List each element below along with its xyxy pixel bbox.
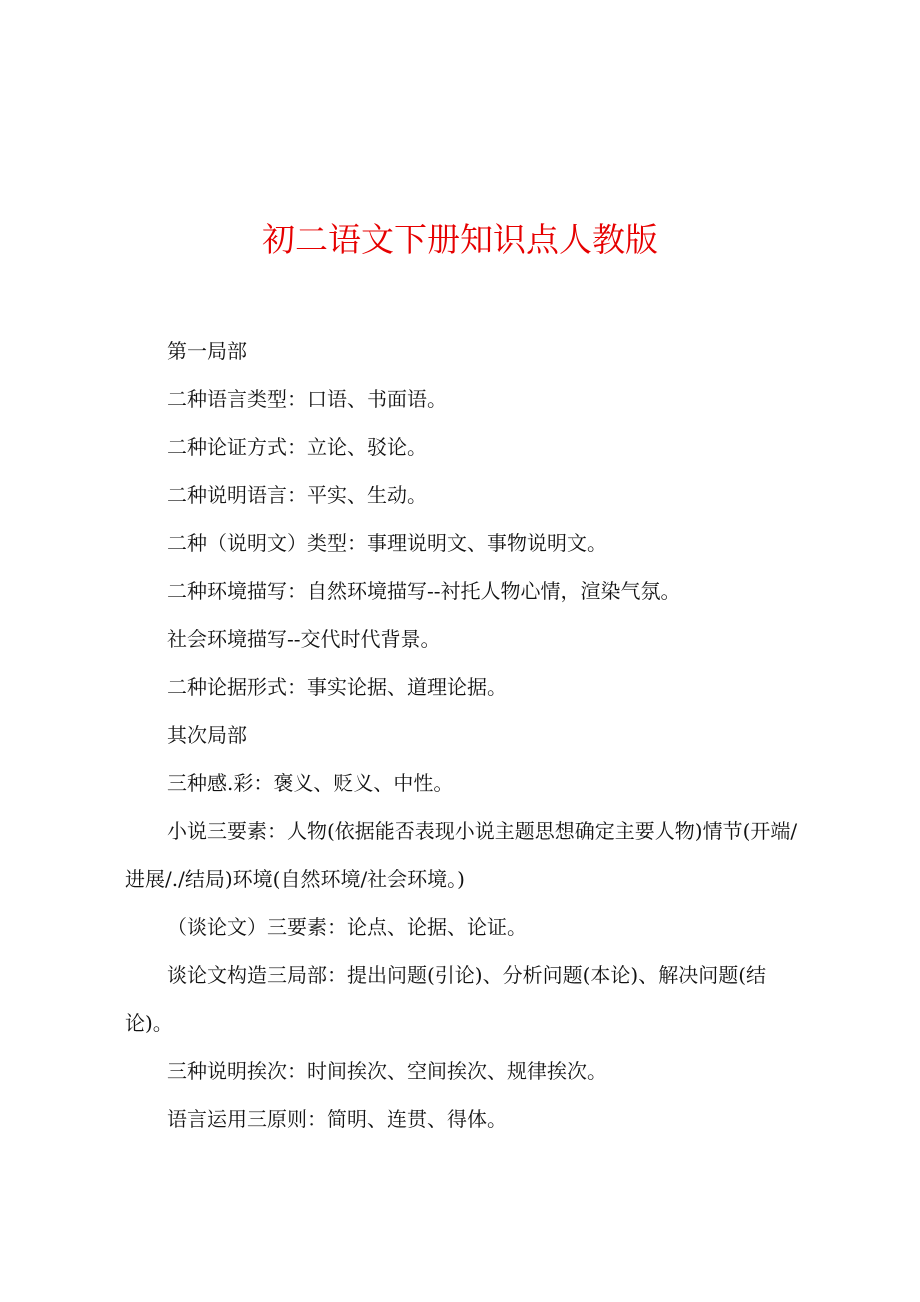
document-title: 初二语文下册知识点人教版: [262, 220, 658, 260]
paragraph: 二种（说明文）类型：事理说明文、事物说明文。: [167, 531, 607, 555]
paragraph: 二种环境描写：自然环境描写--衬托人物心情，渲染气氛。: [167, 579, 681, 603]
paragraph: 二种论据形式：事实论据、道理论据。: [167, 675, 507, 699]
paragraph: （谈论文）三要素：论点、论据、论证。: [167, 915, 527, 939]
paragraph: 社会环境描写--交代时代背景。: [167, 627, 441, 651]
paragraph: 三种感.彩：褒义、贬义、中性。: [167, 771, 454, 795]
paragraph: 其次局部: [167, 723, 247, 747]
paragraph: 谈论文构造三局部：提出问题(引论)、分析问题(本论)、解决问题(结论)。: [125, 963, 767, 1035]
paragraph: 第一局部: [167, 339, 247, 363]
document-body: [125, 327, 807, 1143]
paragraph: 小说三要素：人物(依据能否表现小说主题思想确定主要人物)情节(开端/进展/./结局)环境(自然环境/社会环境。): [125, 819, 798, 891]
paragraph: 二种说明语言：平实、生动。: [167, 483, 427, 507]
paragraph: 三种说明挨次：时间挨次、空间挨次、规律挨次。: [167, 1059, 607, 1083]
paragraph: 二种论证方式：立论、驳论。: [167, 435, 427, 459]
paragraph: 语言运用三原则：简明、连贯、得体。: [167, 1107, 507, 1131]
paragraph: 二种语言类型：口语、书面语。: [167, 387, 447, 411]
